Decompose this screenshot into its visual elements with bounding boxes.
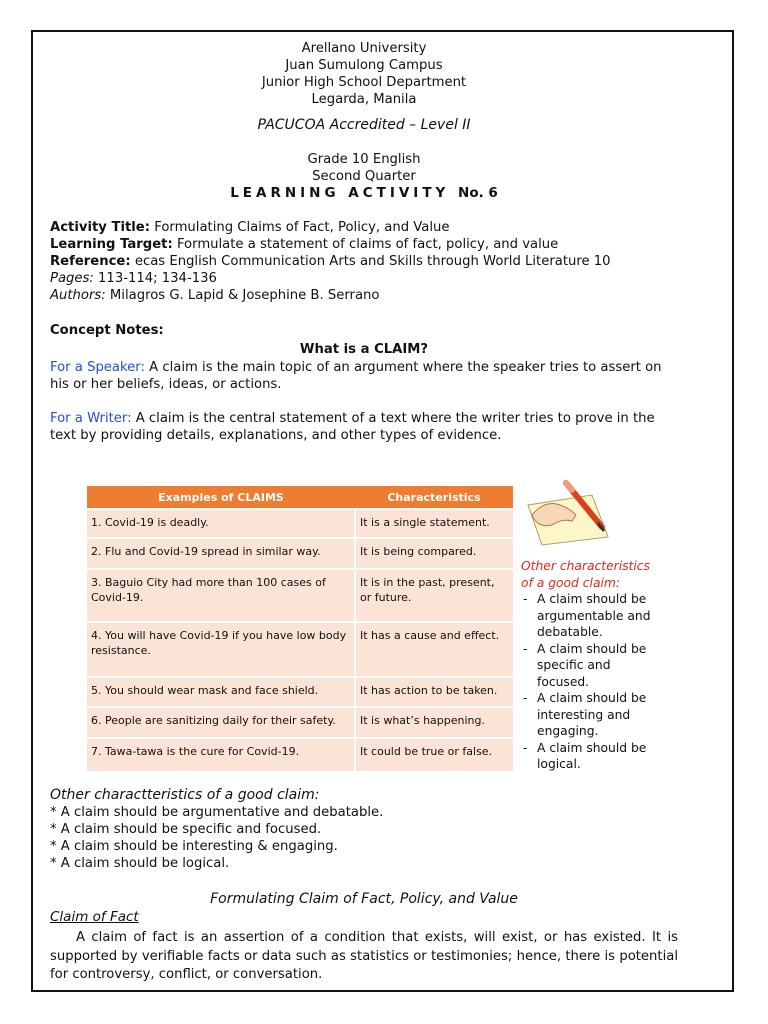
activity-number: No. 6: [458, 185, 498, 201]
speaker-label: For a Speaker:: [50, 360, 145, 375]
table-row: [87, 622, 513, 677]
examples-header: Examples of CLAIMS: [87, 486, 355, 509]
table-header-row: [87, 486, 513, 509]
activity-title-row: [50, 219, 678, 236]
reference-row: [50, 253, 678, 270]
writer-definition: [50, 410, 678, 444]
claim-of-fact-text: A claim of fact is an assertion of a condition that exists, will exist, or has existed. It is supported by verifiable facts or data such as statistics or testimonies; hence, there is potential for controversy, conflict, or conversation.: [50, 930, 678, 982]
claim-cell: 7. Tawa-tawa is the cure for Covid-19.: [87, 738, 355, 771]
table-row: [87, 677, 513, 707]
characteristic-cell: It is a single statement.: [355, 509, 513, 538]
concept-notes-heading: Concept Notes:: [50, 323, 164, 338]
claim-cell: 2. Flu and Covid-19 spread in similar way.: [87, 538, 355, 569]
authors-label: Authors:: [50, 288, 106, 303]
claim-question: What is a CLAIM?: [299, 342, 429, 357]
claim-of-fact-heading: Claim of Fact: [50, 909, 139, 925]
grade-label: Grade 10 English: [307, 152, 421, 167]
formulating-heading: Formulating Claim of Fact, Policy, and Value: [210, 891, 518, 907]
learning-target-row: [50, 236, 678, 253]
pages-value: 113-114; 134-136: [93, 271, 217, 286]
table-row: [87, 707, 513, 738]
speaker-text: A claim is the main topic of an argument where the speaker tries to assert on his or her beliefs, ideas, or actions.: [50, 360, 662, 392]
list-item: * A claim should be argumentative and debatable.: [50, 805, 384, 820]
characteristic-cell: It is in the past, present, or future.: [355, 569, 513, 622]
list-item: - A claim should be argumentable and debatable.: [521, 591, 656, 641]
list-item: * A claim should be interesting & engaging.: [50, 839, 338, 854]
reference-label: Reference:: [50, 254, 131, 269]
learning-target-label: Learning Target:: [50, 237, 173, 252]
writer-text: A claim is the central statement of a text where the writer tries to prove in the text by providing details, explanations, and other types of evidence.: [50, 411, 655, 443]
activity-heading: [50, 185, 678, 202]
characteristic-cell: It could be true or false.: [355, 738, 513, 771]
other-characteristics: [50, 787, 690, 872]
claims-table: [87, 486, 513, 771]
table-row: [87, 538, 513, 569]
list-item: - A claim should be logical.: [521, 740, 656, 773]
characteristic-cell: It is being compared.: [355, 538, 513, 569]
writer-label: For a Writer:: [50, 411, 132, 426]
authors-value: Milagros G. Lapid & Josephine B. Serrano: [105, 288, 380, 303]
good-claim-sidebar: [521, 558, 656, 773]
learning-target-value: Formulate a statement of claims of fact, policy, and value: [172, 237, 559, 252]
list-item: - A claim should be specific and focused.: [521, 641, 656, 691]
table-row: [87, 509, 513, 538]
grade-block: [50, 151, 678, 202]
university-name: Arellano University: [301, 41, 427, 56]
claim-cell: 3. Baguio City had more than 100 cases of Covid-19.: [87, 569, 355, 622]
characteristics-header: Characteristics: [355, 486, 513, 509]
speaker-definition: [50, 359, 678, 393]
claim-cell: 5. You should wear mask and face shield.: [87, 677, 355, 707]
reference-value: ecas English Communication Arts and Skills through World Literature 10: [130, 254, 611, 269]
campus-name: Juan Sumulong Campus: [285, 58, 443, 73]
location: Legarda, Manila: [311, 92, 417, 107]
table-row: [87, 738, 513, 771]
characteristic-cell: It has action to be taken.: [355, 677, 513, 707]
activity-title-label: Activity Title:: [50, 220, 151, 235]
claim-cell: 1. Covid-19 is deadly.: [87, 509, 355, 538]
department-name: Junior High School Department: [261, 75, 467, 90]
table-row: [87, 569, 513, 622]
activity-heading-text: LEARNING ACTIVITY: [230, 185, 450, 201]
characteristic-cell: It is what’s happening.: [355, 707, 513, 738]
hand-writing-pen-icon: [522, 475, 614, 547]
quarter-label: Second Quarter: [312, 169, 416, 184]
sidebar-list: [521, 591, 656, 773]
pages-row: [50, 270, 678, 287]
other-characteristics-title: Other charactteristics of a good claim:: [50, 787, 320, 803]
activity-title-value: Formulating Claims of Fact, Policy, and Value: [150, 220, 450, 235]
claim-cell: 4. You will have Covid-19 if you have low body resistance.: [87, 622, 355, 677]
sidebar-title: Other characteristics of a good claim:: [521, 559, 650, 590]
claim-of-fact-paragraph: [50, 929, 678, 985]
claim-cell: 6. People are sanitizing daily for their safety.: [87, 707, 355, 738]
pages-label: Pages:: [50, 271, 94, 286]
characteristic-cell: It has a cause and effect.: [355, 622, 513, 677]
list-item: - A claim should be interesting and engaging.: [521, 690, 656, 740]
accreditation: PACUCOA Accredited – Level II: [257, 117, 471, 133]
document-body: [50, 40, 678, 444]
list-item: * A claim should be logical.: [50, 856, 230, 871]
list-item: * A claim should be specific and focused.: [50, 822, 322, 837]
claims-figure: [87, 473, 657, 783]
authors-row: [50, 287, 678, 304]
activity-info: [50, 219, 678, 304]
